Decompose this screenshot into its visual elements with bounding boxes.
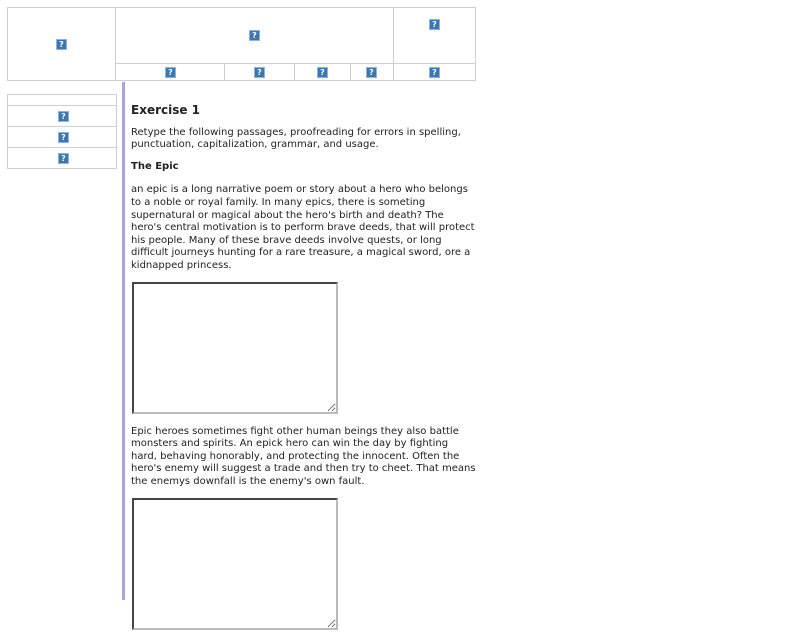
nav-cell-3[interactable] bbox=[294, 63, 351, 81]
nav-cell-1[interactable] bbox=[115, 63, 225, 81]
header-right-empty-cell bbox=[393, 41, 476, 64]
passage-2-text: Epic heroes sometimes fight other human beings they also battle monsters and spirits. An epick hero can win the day by fighting hard, behaving honorably, and protecting the innocent. Often the hero's enemy will suggest a trade and then try to cheet. That means the enemys downfall is the enemy's own fault. bbox=[131, 425, 476, 487]
sidebar-item-1[interactable] bbox=[7, 105, 117, 127]
broken-image-icon[interactable]: ? bbox=[165, 67, 176, 78]
nav-cell-4[interactable] bbox=[350, 63, 394, 81]
main-content bbox=[131, 104, 476, 642]
broken-image-icon[interactable]: ? bbox=[56, 39, 67, 50]
broken-image-icon[interactable]: ? bbox=[429, 19, 440, 30]
section-title: The Epic bbox=[131, 160, 179, 172]
nav-cell-2[interactable] bbox=[224, 63, 295, 81]
sidebar-item-3[interactable] bbox=[7, 147, 117, 169]
header-top-right-cell bbox=[393, 7, 476, 42]
broken-image-icon[interactable]: ? bbox=[317, 67, 328, 78]
instructions-text: Retype the following passages, proofreading for errors in spelling, punctuation, capitalization, grammar, and usage. bbox=[131, 126, 461, 151]
broken-image-icon[interactable]: ? bbox=[254, 67, 265, 78]
content-divider bbox=[122, 82, 125, 600]
broken-image-icon[interactable]: ? bbox=[366, 67, 377, 78]
broken-image-icon[interactable]: ? bbox=[58, 111, 69, 122]
broken-image-icon[interactable]: ? bbox=[249, 30, 260, 41]
header-banner-cell bbox=[115, 7, 394, 64]
passage-2-answer-textarea[interactable] bbox=[132, 498, 338, 630]
passage-1-text: an epic is a long narrative poem or story about a hero who belongs to a noble or royal family. In many epics, there is someting supernatural or magical about the hero's birth and death? The hero's central motivation is to perform brave deeds, that will protect his people. Many of these brave deeds involve quests, or long difficult journeys hunting for a rare treasure, a magical sword, ore a kidnapped princess. bbox=[131, 184, 475, 271]
header-logo-cell bbox=[7, 7, 116, 81]
broken-image-icon[interactable]: ? bbox=[429, 67, 440, 78]
broken-image-icon[interactable]: ? bbox=[58, 132, 69, 143]
page-title: Exercise 1 bbox=[131, 103, 201, 117]
passage-1-answer-textarea[interactable] bbox=[132, 282, 338, 414]
sidebar-item-2[interactable] bbox=[7, 126, 117, 148]
broken-image-icon[interactable]: ? bbox=[58, 153, 69, 164]
nav-cell-5[interactable] bbox=[393, 63, 476, 81]
